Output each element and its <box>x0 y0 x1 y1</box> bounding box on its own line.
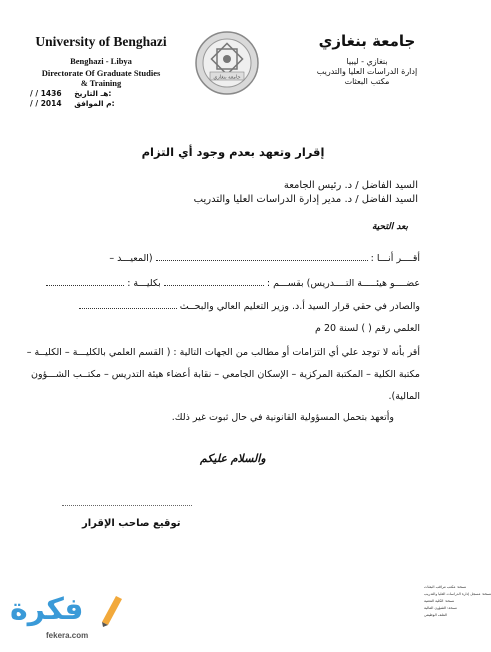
line-2-start: عضــــو هيئـــــة التــــدريس) بقســـم : <box>266 278 420 289</box>
paragraph-line-1: أقر بأنه لا توجد علي أي التزامات أو مطالب من الجهات التالية : ( القسم العلمي بالكليـــة – الكليــة – <box>26 347 420 358</box>
name-blank <box>156 252 368 261</box>
footer-copy-3: نسخة: الكلية المعنية <box>424 599 455 603</box>
document-title: إقرار وتعهد بعدم وجود أي التزام <box>141 145 325 159</box>
footer-copy-4: نسخة: الشؤون المالية <box>424 606 457 610</box>
paragraph-line-2: مكتبة الكلية – المكتبة المركزية – الإسكان الجامعي – نقابة أعضاء هيئة التدريس – مكتــب الشـــؤون <box>31 369 420 380</box>
office-ar: مكتب البعثات <box>344 77 390 86</box>
signature-label: توقيع صاحب الإقرار <box>82 518 181 529</box>
form-line-1 <box>109 252 420 264</box>
date-hijri-label: التاريخ: <box>74 89 112 98</box>
footer-copy-1: نسخة: مكتب مراقب البعثات <box>424 585 467 589</box>
department-ar: إدارة الدراسات العليا والتدريب <box>316 67 418 76</box>
date-greg-row <box>30 99 115 108</box>
logo-text: جامعة بنغازي <box>213 74 241 81</box>
line-3-end: والصادر في حقي قرار السيد أ.د. وزير التعليم العالي والبحــث <box>179 301 420 312</box>
line-2-end: بكليـــة : <box>127 278 161 289</box>
form-line-3 <box>79 300 420 312</box>
date-greg: / / 2014 م <box>30 99 112 108</box>
line-1-start: أقــــر أنـــا : <box>370 253 420 264</box>
paragraph-line-3: المالية). <box>388 391 420 402</box>
pledge-line: وأتعهد بتحمل المسؤولية القانونية في حال ثبوت غير ذلك. <box>171 412 394 423</box>
form-line-4: العلمي رقم ( ) لسنة 20 م <box>315 323 420 334</box>
watermark-brand-en: fekera.com <box>46 631 89 640</box>
addressee-president: السيد الفاضل / د. رئيس الجامعة <box>283 180 418 191</box>
department-en: Directorate Of Graduate Studies <box>41 68 161 78</box>
date-hijri-row <box>30 89 111 98</box>
watermark-brand-ar: فكرة <box>10 592 84 627</box>
line-3-blank <box>79 300 177 309</box>
department-en-2: & Training <box>80 78 122 88</box>
line-1-end: (المعيـــد – <box>109 253 153 264</box>
pencil-icon <box>94 592 124 628</box>
date-greg-label: الموافق: <box>74 99 115 108</box>
faculty-blank <box>46 277 124 286</box>
university-seal-logo <box>194 30 260 96</box>
date-hijri: / / 1436 هـ <box>30 89 109 98</box>
university-title-ar: جامعة بنغازي <box>318 32 416 50</box>
addressee-director: السيد الفاضل / د. مدير إدارة الدراسات العليا والتدريب <box>193 194 418 205</box>
form-line-2 <box>46 277 420 289</box>
city-ar: بنغازي - ليبيا <box>346 57 388 66</box>
signature-line <box>62 505 192 506</box>
city-en: Benghazi - Libya <box>70 56 132 66</box>
department-blank <box>164 277 264 286</box>
footer-copy-5: الملف الوظيفي <box>424 613 447 617</box>
greeting: بعد التحية <box>371 222 408 232</box>
university-title-en: University of Benghazi <box>35 34 167 49</box>
footer-copy-2: نسخة: مسجل إدارة الدراسات العليا والتدريب <box>424 592 491 596</box>
closing-salutation: والسلام عليكم <box>200 452 266 465</box>
